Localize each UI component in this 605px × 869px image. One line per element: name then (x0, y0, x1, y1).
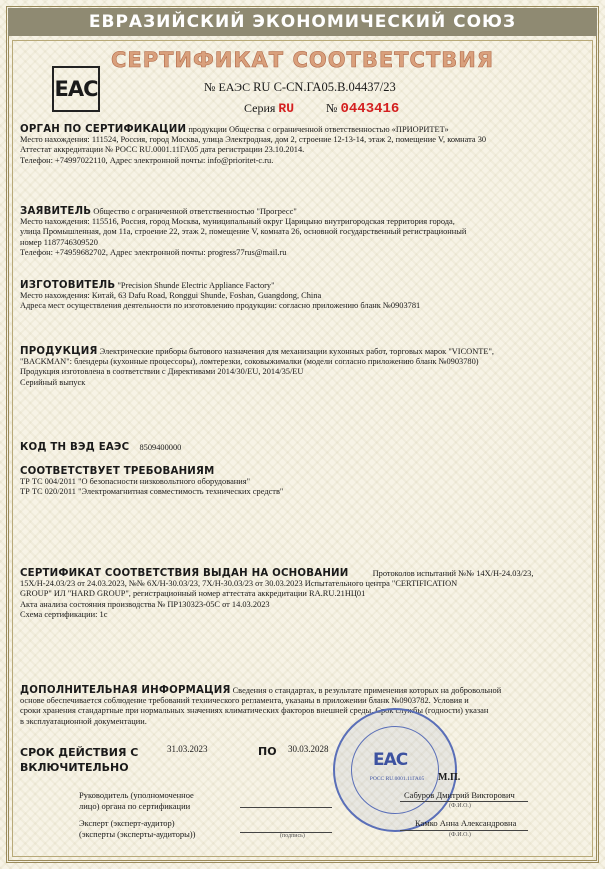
certificate-number (204, 80, 396, 95)
validity-label (20, 745, 138, 775)
signature-caption: (подпись) (280, 833, 305, 839)
additional-line: сроки хранения стандартные при нормальных значениях климатических факторов внешней среды. Срок службы (годности) указан (20, 706, 489, 716)
additional-line: в эксплуатационной документации. (20, 716, 147, 726)
blank-number: 0443416 (340, 101, 400, 117)
expert-name-line (400, 830, 528, 831)
product-line: Серийный выпуск (20, 377, 86, 387)
manufacturer-lead: "Precision Shunde Electric Appliance Factory" (117, 281, 275, 290)
manufacturer-line: Адреса мест осуществления деятельности по изготовлению продукции: согласно приложению бланк №0903781 (20, 301, 421, 311)
eac-logo-icon: EAC (52, 66, 100, 112)
basis-line: 15Х/Н-24.03/23 от 24.03.2023, №№ 6Х/Н-30.03/23, 7Х/Н-30.03/23 от 30.03.2023 Испытательного центра "CERTIFICATION (20, 579, 458, 589)
applicant-line: Место нахождения: 115516, Россия, город Москва, муниципальный округ Царицыно внутригородская территория города, (20, 217, 455, 227)
series-label: Серия (244, 101, 276, 115)
applicant-line: улица Промышленная, дом 11а, строение 22, этаж 2, помещение V, комната 26, основной государственный регистрационный (20, 227, 467, 237)
validity-label-line1: СРОК ДЕЙСТВИЯ С (20, 746, 139, 759)
additional-line: основе обеспечивается соблюдение требований технического регламента, указаны в приложении бланк №0903782. Условия и (20, 696, 469, 706)
product-lead: Электрические приборы бытового назначения для механизации кухонных работ, торговых марок "VICONTE", (99, 347, 495, 356)
section-applicant (20, 207, 590, 258)
additional-heading: ДОПОЛНИТЕЛЬНАЯ ИНФОРМАЦИЯ (20, 685, 231, 696)
section-additional (20, 686, 590, 727)
section-manufacturer (20, 281, 590, 312)
product-line: Продукция изготовлена в соответствии с Директивами 2014/30/EU, 2014/35/EU (20, 367, 304, 377)
product-heading: ПРОДУКЦИЯ (20, 346, 98, 357)
applicant-lead: Общество с ограниченной ответственностью "Прогресс" (93, 207, 297, 216)
expert-name: Камко Анна Александровна (415, 818, 517, 828)
expert-signature-label: Эксперт (эксперт-аудитор) (эксперты (эксперты-аудиторы)) (79, 818, 196, 839)
validity-to: 30.03.2028 (288, 744, 329, 754)
manufacturer-line: Место нахождения: Китай, 63 Dafu Road, Ronggui Shunde, Foshan, Guangdong, China (20, 291, 322, 301)
additional-lead: Сведения о стандартах, в результате применения которых на добровольной (232, 686, 502, 695)
validity-to-label: ПО (258, 745, 277, 758)
section-basis (20, 569, 590, 620)
organ-lead: продукции Общества с ограниченной ответственностью «ПРИОРИТЕТ» (188, 125, 449, 134)
section-product (20, 347, 590, 388)
product-line: "BACKMAN": блендеры (кухонные процессоры), ломтерезки, соковыжималки (модели согласно приложению бланк №0903780) (20, 357, 479, 367)
fio-caption: (Ф.И.О.) (449, 832, 471, 838)
certificate-title: СЕРТИФИКАТ СООТВЕТСТВИЯ (110, 48, 495, 72)
requirements-line: ТР ТС 020/2011 "Электромагнитная совместимость технических средств" (20, 487, 284, 497)
section-requirements (20, 467, 590, 498)
series-value: RU (278, 101, 295, 116)
section-tnved (20, 443, 590, 453)
basis-lead: Протоколов испытаний №№ 14Х/Н-24.03/23, (372, 569, 534, 578)
fio-caption: (Ф.И.О.) (449, 803, 471, 809)
number-prefix: № ЕАЭС (204, 80, 251, 94)
blank-series (244, 101, 399, 117)
seal-text: РОСС RU.0001.11ГА05 (369, 776, 425, 782)
basis-heading: СЕРТИФИКАТ СООТВЕТСТВИЯ ВЫДАН НА ОСНОВАНИИ (20, 568, 349, 579)
seal-logo: EAC (373, 750, 408, 770)
organ-line: Телефон: +74997022110, Адрес электронной почты: info@prioritet-c.ru. (20, 155, 274, 165)
organ-line: Аттестат аккредитации № РОСС RU.0001.11ГА05 дата регистрации 23.10.2014. (20, 145, 305, 155)
requirements-line: ТР ТС 004/2011 "О безопасности низковольтного оборудования" (20, 477, 251, 487)
head-signature-line (240, 807, 332, 808)
applicant-heading: ЗАЯВИТЕЛЬ (20, 206, 92, 217)
organ-heading: ОРГАН ПО СЕРТИФИКАЦИИ (20, 124, 187, 135)
validity-label-line2: ВКЛЮЧИТЕЛЬНО (20, 761, 129, 774)
head-signature-label: Руководитель (уполномоченное лицо) органа по сертификации (79, 790, 194, 811)
basis-line: GROUP" ИЛ "HARD GROUP", регистрационный номер аттестата аккредитации RA.RU.21НЦ01 (20, 589, 366, 599)
validity-from: 31.03.2023 (167, 744, 208, 754)
tnved-heading: КОД ТН ВЭД ЕАЭС (20, 442, 130, 453)
head-name: Сабуров Дмитрий Викторович (404, 790, 515, 800)
union-banner: ЕВРАЗИЙСКИЙ ЭКОНОМИЧЕСКИЙ СОЮЗ (8, 8, 597, 36)
organ-line: Место нахождения: 111524, Россия, город Москва, улица Электродная, дом 2, строение 12-13-14, этаж 2, помещение V, комната 30 (20, 135, 487, 145)
section-organ (20, 125, 590, 166)
number-value: RU С-CN.ГА05.В.04437/23 (253, 80, 396, 94)
mp-label: М.П. (438, 772, 461, 783)
tnved-value: 8509400000 (139, 443, 182, 452)
requirements-heading: СООТВЕТСТВУЕТ ТРЕБОВАНИЯМ (20, 466, 215, 477)
seal-stamp-icon (333, 708, 457, 832)
manufacturer-heading: ИЗГОТОВИТЕЛЬ (20, 280, 116, 291)
basis-line: Схема сертификации: 1с (20, 609, 108, 619)
basis-line: Акта анализа состояния производства № ПР130323-05С от 14.03.2023 (20, 599, 270, 609)
head-name-line (400, 801, 528, 802)
applicant-line: Телефон: +74959682702, Адрес электронной почты: progress77rus@mail.ru (20, 247, 287, 257)
blank-label: № (326, 101, 338, 115)
applicant-line: номер 1187746309520 (20, 237, 98, 247)
